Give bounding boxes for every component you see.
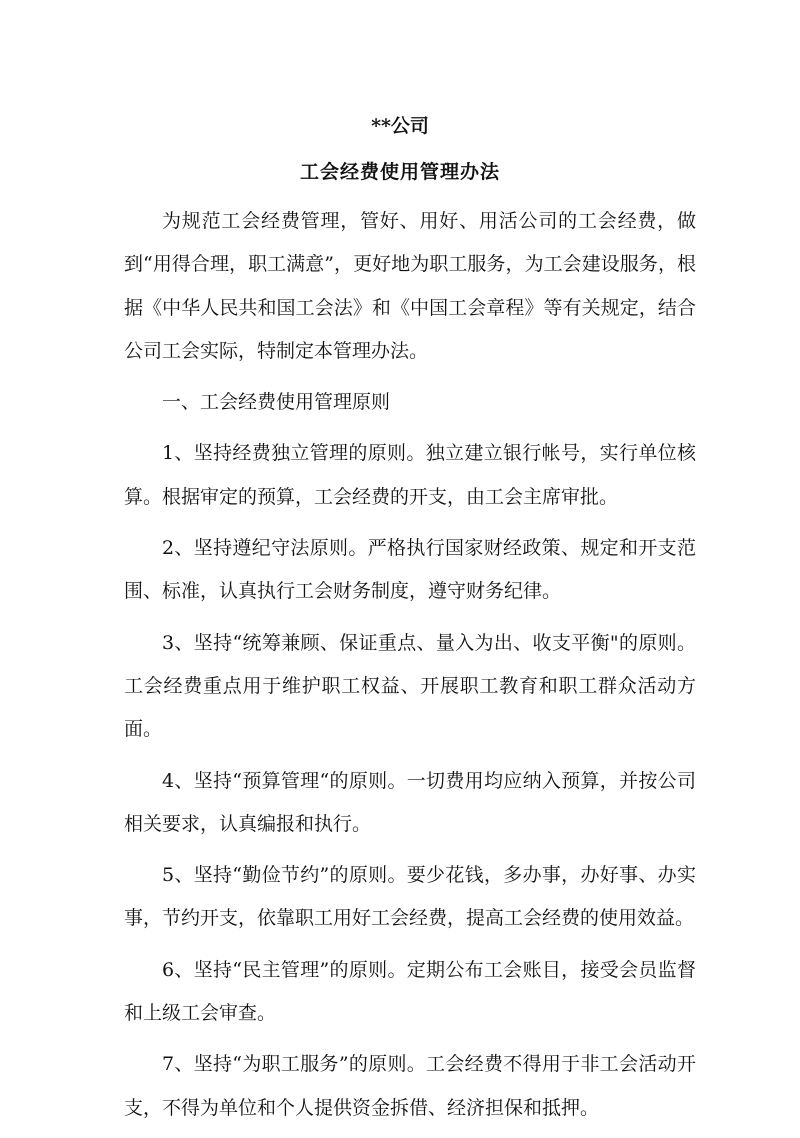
principle-1: 1、坚持经费独立管理的原则。独立建立银行帐号，实行单位核算。根据审定的预算，工会经费的开支，由工会主席审批。 [124,442,696,508]
principle-3: 3、坚持“统筹兼顾、保证重点、量入为出、收支平衡"的原则。工会经费重点用于维护职工权益、开展职工教育和职工群众活动方面。 [124,631,696,741]
principle-5: 5、坚持“勤俭节约”的原则。要少花钱，多办事，办好事、办实事，节约开支，依靠职工用好工会经费，提高工会经费的使用效益。 [124,864,696,930]
company-name: **公司 [371,115,429,137]
section-heading: 一、工会经费使用管理原则 [162,391,391,414]
principle-7: 7、坚持“为职工服务”的原则。工会经费不得用于非工会活动开支，不得为单位和个人提供资金拆借、经济担保和抵押。 [124,1053,696,1119]
document-body [124,200,696,1138]
principle-4: 4、坚持“预算管理“的原则。一切费用均应纳入预算，并按公司相关要求，认真编报和执行。 [124,769,696,835]
intro-paragraph: 为规范工会经费管理，管好、用好、用活公司的工会经费，做到“用得合理，职工满意”，更好地为职工服务，为工会建设服务，根据《中华人民共和国工会法》和《中国工会章程》等有关规定，结合公司工会实际，特制定本管理办法。 [124,210,696,362]
principle-6: 6、坚持“民主管理”的原则。定期公布工会账目，接受会员监督和上级工会审查。 [124,958,696,1025]
document-title: 工会经费使用管理办法 [299,161,500,183]
principle-2: 2、坚持遵纪守法原则。严格执行国家财经政策、规定和开支范围、标准，认真执行工会财务制度，遵守财务纪律。 [124,537,696,603]
